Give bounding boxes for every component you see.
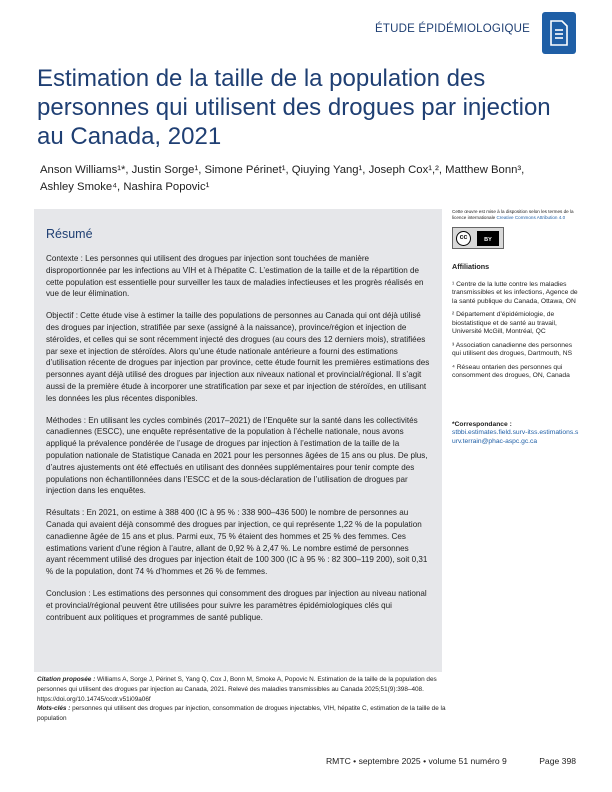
citation-block [37, 675, 447, 724]
section-label: ÉTUDE ÉPIDÉMIOLOGIQUE [374, 23, 530, 35]
correspondence-heading: *Correspondance : [452, 420, 512, 428]
keywords-text: personnes qui utilisent des drogues par injection, consommation de drogues injectables, VIH, hépatite C, estimation de la taille de la population [37, 705, 446, 723]
abstract-objective: Objectif : Cette étude vise à estimer la taille des populations de personnes au Canada qui ont déjà utilisé des drogues par injection, stratifiée par sexe (assigné à la naissance), province/région et injection de stéroïdes, et celles qui se sont récemment injecté des drogues (au cours des 12 derniers mois), stratifiées par sexe et injection de stéroïdes. Alors qu’une étude nationale antérieure a fourni des estimations d’utilisation récente de drogues par injection par province, cette étude fournit les premières estimations des personnes ayant déjà utilisé des drogues par injection aux niveaux national et provincial/régional. Il s’agit aussi de la première étude à incorporer une stratification par sexe et par injection de stéroïdes, en utilisant les données les plus récentes disponibles. [46, 311, 430, 403]
sidebar [452, 209, 582, 446]
affiliations-heading: Affiliations [452, 262, 490, 271]
suggested-citation [37, 675, 447, 704]
document-icon [550, 20, 568, 46]
license-notice [452, 209, 582, 221]
citation-label: Citation proposée : [37, 676, 96, 683]
affiliation-item: ³ Association canadienne des personnes qui utilisent des drogues, Dartmouth, NS [452, 341, 573, 357]
by-icon: BY [477, 231, 499, 246]
author-line-2: Ashley Smoke⁴, Nashira Popovic¹ [40, 181, 210, 193]
correspondence [452, 421, 582, 447]
abstract-box [34, 209, 442, 672]
author-line-1: Anson Williams¹*, Justin Sorge¹, Simone Périnet¹, Qiuying Yang¹, Joseph Cox¹,², Matthew Bonn³, [40, 164, 525, 176]
keywords [37, 704, 447, 724]
correspondence-email-link[interactable]: stbbi.estimates.field.surv-itss.estimations.surv.terrain@phac-aspc.gc.ca [452, 429, 579, 445]
abstract-context: Contexte : Les personnes qui utilisent des drogues par injection sont touchées de manière disproportionnée par les infections au VIH et à l’hépatite C. L’estimation de la taille et de la répartition de cette population est essentielle pour surveiller les taux de maladies infectieuses et les progrès réalisés en vue de leur élimination. [46, 254, 424, 299]
abstract-conclusion: Conclusion : Les estimations des personnes qui consomment des drogues par injection au niveau national et provincial/régional peuvent être utilisées pour suivre les paramètres épidémiologiques clés qui contribuent aux politiques et programmes de santé publique. [46, 588, 427, 622]
license-link[interactable]: Creative Commons Attribution 4.0 [496, 215, 566, 220]
license-text: Cette œuvre est mise à la disposition selon les termes de la licence internationale [452, 209, 574, 220]
abstract-heading: Résumé [46, 227, 93, 241]
document-badge [542, 12, 576, 54]
affiliation-item: ¹ Centre de la lutte contre les maladies transmissibles et les infections, Agence de la santé publique du Canada, Ottawa, ON [452, 280, 578, 305]
keywords-label: Mots-clés : [37, 705, 71, 713]
page-title: Estimation de la taille de la population des personnes qui utilisent des drogues par injection au Canada, 2021 [37, 65, 551, 150]
affiliation-item: ⁴ Réseau ontarien des personnes qui consomment des drogues, ON, Canada [452, 363, 570, 379]
page-footer [326, 756, 576, 766]
abstract-methods: Méthodes : En utilisant les cycles combinés (2017–2021) de l’Enquête sur la santé dans les collectivités canadiennes (ESCC), une enquête représentative de la population à l’échelle nationale, nous avons appliqué la prévalence pondérée de l’usage de drogues par injection à l’estimation de la taille de la population nationale de Statistique Canada en 2021 pour les personnes âgées de 15 ans ou plus. De plus, d’autres ajustements ont été effectués en utilisant des données supplémentaires pour tenir compte des populations non échantillonnées dans l’ESCC et de la sous-déclaration de l’utilisation de drogues par injection dans les enquêtes. [46, 415, 428, 496]
journal-info: RMTC • septembre 2025 • volume 51 numéro 9 [325, 756, 507, 766]
page-number: Page 398 [539, 756, 576, 766]
abstract-results: Résultats : En 2021, on estime à 388 400 (IC à 95 % : 338 900–436 500) le nombre de personnes au Canada qui avaient déjà consommé des drogues par injection, ce qui représente 1,22 % de la population canadienne âgée de 15 ans et plus. Parmi eux, 75 % étaient des hommes et 25 % des femmes. Ces estimations varient d’une région à l’autre, allant de 0,92 % à 2,47 %. Le nombre estimé de personnes ayant récemment utilisé des drogues par injection était de 100 300 (IC à 95 % : 82 300–119 200), soit 0,31 % de la population, dont 74 % d’hommes et 26 % de femmes. [46, 508, 428, 577]
cc-icon: cc [456, 231, 471, 246]
cc-by-badge[interactable] [452, 227, 504, 249]
author-list [40, 162, 580, 196]
affiliation-item: ² Département d’épidémiologie, de biostatistique et de santé au travail, Université McGill, Montréal, QC [452, 311, 557, 335]
citation-text: Williams A, Sorge J, Périnet S, Yang Q, Cox J, Bonn M, Smoke A, Popovic N. Estimation de la taille de la population des personnes qui utilisent des drogues par injection au Canada, 2021. Relevé des maladies transmissibles au Canada 2025;51(9):398–408. https://doi.org/10.14745/ccdr.v51i09a06f [37, 676, 437, 703]
